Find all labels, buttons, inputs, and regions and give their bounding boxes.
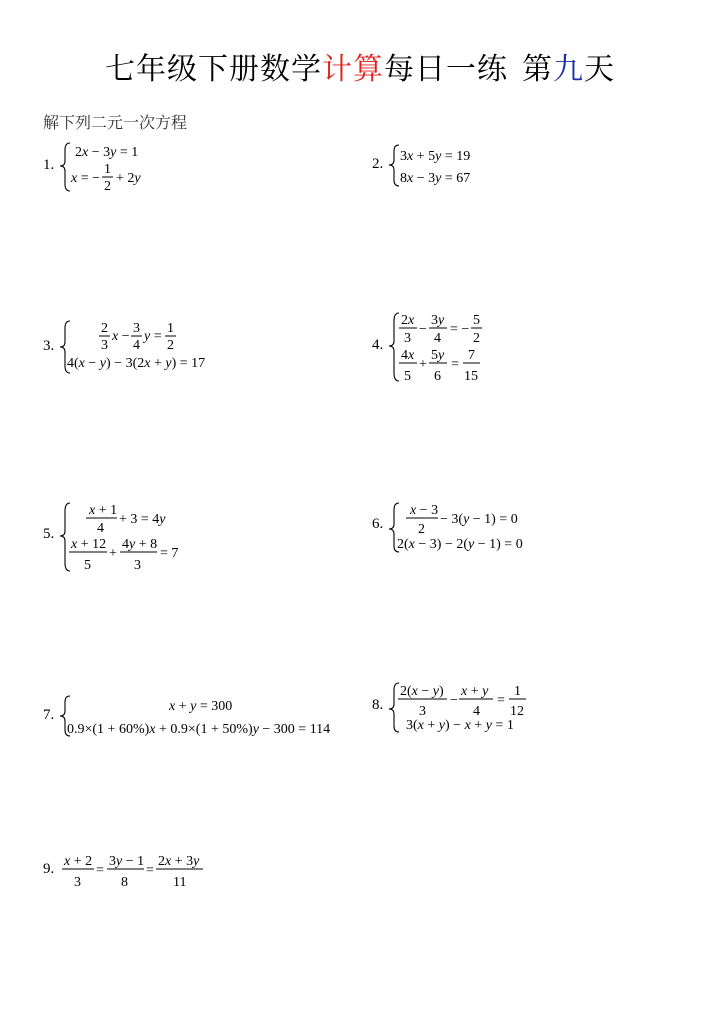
title-highlight-blue: 九 (553, 52, 584, 87)
svg-text:x + 12: x + 12 (71, 537, 107, 552)
svg-text:+: + (419, 357, 427, 372)
svg-text:1: 1 (104, 162, 111, 177)
svg-text:=: = (451, 357, 459, 372)
svg-text:3: 3 (74, 875, 81, 890)
svg-text:5: 5 (404, 369, 411, 384)
svg-text:3(x + y) − x + y = 1: 3(x + y) − x + y = 1 (406, 718, 514, 733)
equation-system (43, 500, 343, 576)
svg-text:=: = (146, 863, 154, 878)
equation (43, 848, 303, 894)
svg-text:3y − 1: 3y − 1 (109, 854, 145, 869)
title-highlight-red: 计算 (322, 52, 384, 87)
problem-number: 7. (43, 707, 55, 723)
svg-text:3y: 3y (431, 313, 445, 328)
problem-8 (372, 680, 672, 736)
svg-text:8: 8 (121, 875, 128, 890)
svg-text:12: 12 (510, 704, 524, 719)
equation-system (372, 310, 672, 386)
problem-6 (372, 500, 672, 556)
svg-text:− 3(y − 1) = 0: − 3(y − 1) = 0 (440, 512, 518, 527)
svg-text:1: 1 (514, 684, 521, 699)
title-part-6: 天 (584, 52, 615, 87)
svg-text:−: − (419, 322, 427, 337)
svg-text:=: = (96, 863, 104, 878)
svg-text:3: 3 (101, 338, 108, 353)
svg-text:x + y = 300: x + y = 300 (169, 699, 233, 714)
svg-text:5: 5 (84, 558, 91, 573)
svg-text:+: + (109, 546, 117, 561)
title-part-3: 每日一练 (384, 52, 508, 87)
problem-number: 6. (372, 516, 384, 532)
svg-text:2: 2 (101, 321, 108, 336)
svg-text:2x + 3y: 2x + 3y (158, 854, 200, 869)
svg-text:6: 6 (434, 369, 441, 384)
problem-number: 2. (372, 156, 384, 172)
svg-text:4: 4 (97, 521, 104, 536)
svg-text:+ 3 = 4y: + 3 = 4y (119, 512, 166, 527)
svg-text:5: 5 (473, 313, 480, 328)
problem-number: 1. (43, 157, 55, 173)
equation-system (372, 500, 672, 556)
svg-text:3x + 5y = 19: 3x + 5y = 19 (400, 149, 471, 164)
page-title (0, 48, 720, 92)
svg-text:8x − 3y = 67: 8x − 3y = 67 (400, 171, 471, 186)
title-part-1: 七年级下册数学 (105, 52, 322, 87)
svg-text:3: 3 (404, 331, 411, 346)
problem-2 (372, 142, 672, 192)
svg-text:3: 3 (419, 704, 426, 719)
svg-text:x = −: x = − (71, 171, 101, 186)
svg-text:2(x − 3) − 2(y − 1) = 0: 2(x − 3) − 2(y − 1) = 0 (397, 537, 523, 552)
svg-text:= −: = − (450, 322, 470, 337)
svg-text:15: 15 (464, 369, 478, 384)
problem-number: 8. (372, 697, 384, 713)
problem-9 (43, 848, 303, 894)
title-part-4: 第 (522, 52, 553, 87)
problem-3 (43, 318, 343, 378)
problem-5 (43, 500, 343, 576)
svg-text:2: 2 (167, 338, 174, 353)
problem-number: 3. (43, 338, 55, 354)
svg-text:2: 2 (104, 179, 111, 194)
svg-text:x − 3: x − 3 (410, 503, 439, 518)
svg-text:2(x − y): 2(x − y) (400, 684, 444, 699)
equation-system (372, 142, 672, 192)
svg-text:4(x − y) − 3(2x + y) = 17: 4(x − y) − 3(2x + y) = 17 (67, 356, 206, 371)
problem-4 (372, 310, 672, 386)
svg-text:5y: 5y (431, 348, 445, 363)
svg-text:1: 1 (167, 321, 174, 336)
svg-text:x −: x − (112, 329, 130, 344)
svg-text:7: 7 (468, 348, 475, 363)
svg-text:11: 11 (173, 875, 187, 890)
instruction-text: 解下列二元一次方程 (43, 113, 188, 132)
problem-1 (43, 140, 343, 195)
svg-text:4: 4 (473, 704, 480, 719)
svg-text:3: 3 (134, 558, 141, 573)
svg-text:4: 4 (133, 338, 140, 353)
svg-text:+ 2y: + 2y (116, 171, 141, 186)
problem-number: 4. (372, 337, 384, 353)
svg-text:= 7: = 7 (160, 546, 179, 561)
svg-text:2x − 3y = 1: 2x − 3y = 1 (75, 145, 139, 160)
problem-7 (43, 693, 363, 741)
problem-number: 5. (43, 526, 55, 542)
equation-system (372, 680, 672, 736)
svg-text:=: = (497, 693, 505, 708)
svg-text:0.9×(1 + 60%)x + 0.9×(1 + 50%): 0.9×(1 + 60%)x + 0.9×(1 + 50%)y − 300 = 114 (67, 722, 331, 737)
svg-text:x + 1: x + 1 (89, 503, 118, 518)
svg-text:3: 3 (133, 321, 140, 336)
svg-text:−: − (450, 693, 458, 708)
equation-system (43, 693, 363, 741)
svg-text:4x: 4x (401, 348, 415, 363)
svg-text:x + 2: x + 2 (64, 854, 93, 869)
svg-text:4y + 8: 4y + 8 (122, 537, 158, 552)
equation-system (43, 318, 343, 378)
svg-text:2x: 2x (401, 313, 415, 328)
svg-text:2: 2 (473, 331, 480, 346)
svg-text:x + y: x + y (461, 684, 489, 699)
equation-system (43, 140, 343, 195)
svg-text:y =: y = (144, 329, 162, 344)
svg-text:4: 4 (434, 331, 441, 346)
svg-text:2: 2 (418, 522, 425, 537)
problem-number: 9. (43, 861, 55, 877)
